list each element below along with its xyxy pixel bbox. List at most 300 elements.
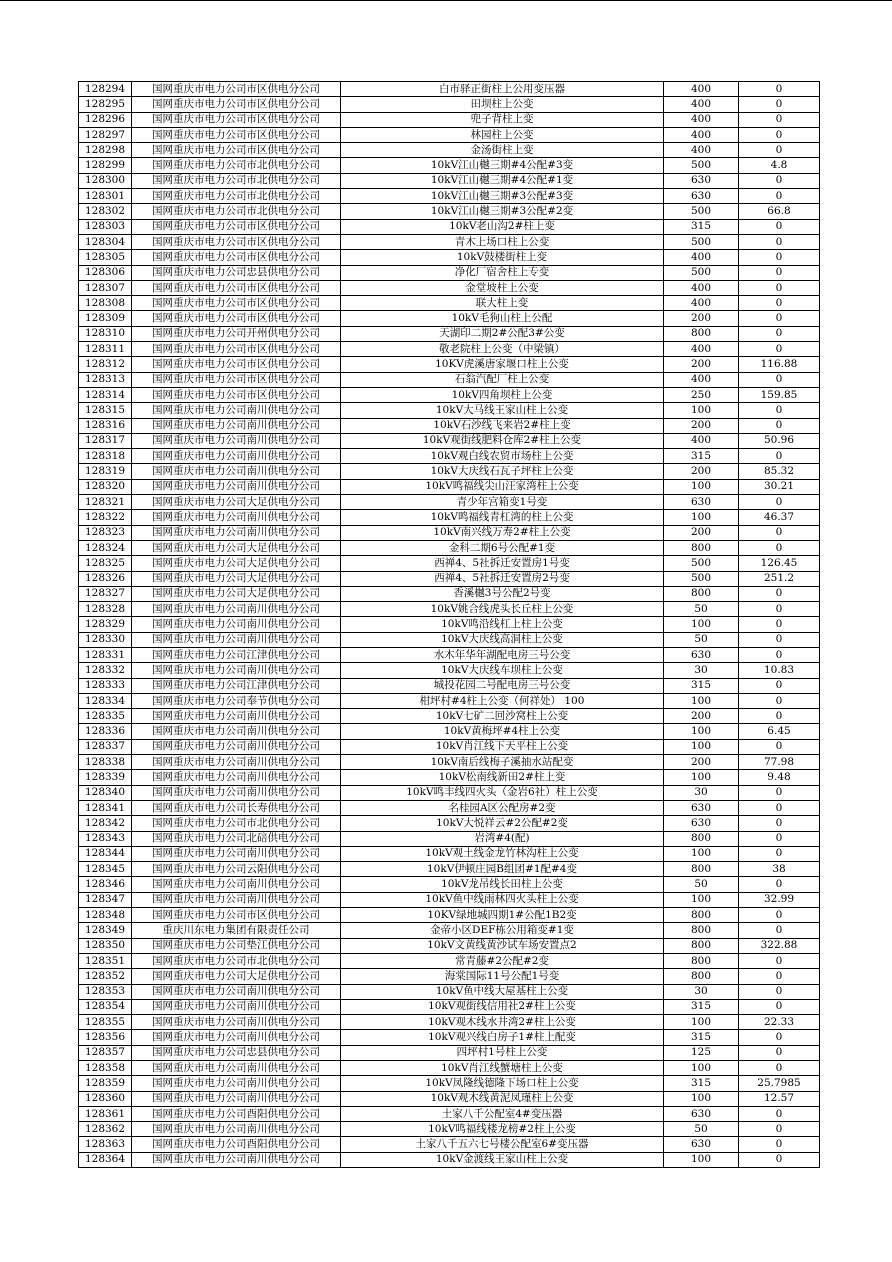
table-row	[79, 953, 820, 968]
table-row	[79, 724, 820, 739]
record-id-cell: 128352	[79, 969, 132, 984]
load-value-cell: 85.32	[739, 464, 820, 479]
load-value-cell: 0	[739, 586, 820, 601]
capacity-cell: 400	[664, 342, 739, 357]
record-id-cell: 128333	[79, 678, 132, 693]
record-id-cell: 128357	[79, 1045, 132, 1060]
transformer-table	[78, 81, 820, 1168]
record-id-cell: 128308	[79, 296, 132, 311]
record-id-cell: 128348	[79, 908, 132, 923]
company-name-cell: 国网重庆市电力公司大足供电分公司	[132, 571, 341, 586]
capacity-cell: 50	[664, 632, 739, 647]
record-id-cell: 128359	[79, 1076, 132, 1091]
load-value-cell: 0	[739, 143, 820, 158]
capacity-cell: 315	[664, 1076, 739, 1091]
capacity-cell: 800	[664, 540, 739, 555]
table-row	[79, 770, 820, 785]
table-row	[79, 755, 820, 770]
company-name-cell: 国网重庆市电力公司南川供电分公司	[132, 464, 341, 479]
table-row	[79, 969, 820, 984]
transformer-name-cell: 10kV观木线水井湾2#柱上公变	[341, 1015, 664, 1030]
table-row	[79, 357, 820, 372]
table-row	[79, 1106, 820, 1121]
company-name-cell: 国网重庆市电力公司南川供电分公司	[132, 632, 341, 647]
company-name-cell: 国网重庆市电力公司市区供电分公司	[132, 908, 341, 923]
table-row	[79, 265, 820, 280]
record-id-cell: 128305	[79, 250, 132, 265]
load-value-cell: 116.88	[739, 357, 820, 372]
company-name-cell: 国网重庆市电力公司大足供电分公司	[132, 969, 341, 984]
load-value-cell: 12.57	[739, 1091, 820, 1106]
record-id-cell: 128297	[79, 127, 132, 142]
table-row	[79, 923, 820, 938]
company-name-cell: 国网重庆市电力公司南川供电分公司	[132, 999, 341, 1014]
transformer-name-cell: 林园柱上公变	[341, 127, 664, 142]
transformer-name-cell: 10kV黄梅坪#4柱上公变	[341, 724, 664, 739]
capacity-cell: 800	[664, 908, 739, 923]
transformer-name-cell: 10kV观兴线白房子1#柱上配变	[341, 1030, 664, 1045]
table-row	[79, 510, 820, 525]
transformer-name-cell: 石翁汽配厂柱上公变	[341, 372, 664, 387]
capacity-cell: 30	[664, 785, 739, 800]
company-name-cell: 国网重庆市电力公司南川供电分公司	[132, 846, 341, 861]
company-name-cell: 国网重庆市电力公司市区供电分公司	[132, 280, 341, 295]
record-id-cell: 128311	[79, 342, 132, 357]
record-id-cell: 128294	[79, 82, 132, 97]
load-value-cell: 0	[739, 923, 820, 938]
capacity-cell: 400	[664, 433, 739, 448]
record-id-cell: 128329	[79, 617, 132, 632]
record-id-cell: 128360	[79, 1091, 132, 1106]
table-row	[79, 602, 820, 617]
load-value-cell: 0	[739, 1137, 820, 1152]
company-name-cell: 国网重庆市电力公司南川供电分公司	[132, 479, 341, 494]
record-id-cell: 128361	[79, 1106, 132, 1121]
record-id-cell: 128351	[79, 953, 132, 968]
record-id-cell: 128327	[79, 586, 132, 601]
table-row	[79, 1137, 820, 1152]
record-id-cell: 128300	[79, 173, 132, 188]
record-id-cell: 128344	[79, 846, 132, 861]
capacity-cell: 200	[664, 357, 739, 372]
company-name-cell: 国网重庆市电力公司市北供电分公司	[132, 816, 341, 831]
table-row	[79, 862, 820, 877]
record-id-cell: 128313	[79, 372, 132, 387]
load-value-cell: 0	[739, 632, 820, 647]
company-name-cell: 国网重庆市电力公司开州供电分公司	[132, 326, 341, 341]
transformer-name-cell: 10kV大马线王家山柱上公变	[341, 403, 664, 418]
transformer-name-cell: 10kV鱼中线大屋基柱上公变	[341, 984, 664, 999]
table-row	[79, 234, 820, 249]
company-name-cell: 国网重庆市电力公司市区供电分公司	[132, 97, 341, 112]
transformer-name-cell: 金堂坡柱上公变	[341, 280, 664, 295]
record-id-cell: 128318	[79, 449, 132, 464]
transformer-name-cell: 10kV肖江线下天平柱上公变	[341, 739, 664, 754]
load-value-cell: 0	[739, 1061, 820, 1076]
load-value-cell: 0	[739, 953, 820, 968]
load-value-cell: 0	[739, 800, 820, 815]
capacity-cell: 50	[664, 602, 739, 617]
load-value-cell: 0	[739, 342, 820, 357]
record-id-cell: 128314	[79, 387, 132, 402]
record-id-cell: 128306	[79, 265, 132, 280]
capacity-cell: 100	[664, 403, 739, 418]
record-id-cell: 128307	[79, 280, 132, 295]
table-row	[79, 296, 820, 311]
company-name-cell: 国网重庆市电力公司南川供电分公司	[132, 709, 341, 724]
capacity-cell: 800	[664, 862, 739, 877]
company-name-cell: 国网重庆市电力公司南川供电分公司	[132, 449, 341, 464]
load-value-cell: 0	[739, 97, 820, 112]
table-row	[79, 1030, 820, 1045]
transformer-name-cell: 青木上场口柱上公变	[341, 234, 664, 249]
company-name-cell: 国网重庆市电力公司市区供电分公司	[132, 372, 341, 387]
record-id-cell: 128331	[79, 647, 132, 662]
transformer-name-cell: 田坝柱上公变	[341, 97, 664, 112]
capacity-cell: 315	[664, 678, 739, 693]
table-row	[79, 1061, 820, 1076]
table-row	[79, 495, 820, 510]
load-value-cell: 6.45	[739, 724, 820, 739]
table-row	[79, 403, 820, 418]
load-value-cell: 0	[739, 449, 820, 464]
table-row	[79, 97, 820, 112]
transformer-name-cell: 10kV龙吊线长田柱上公变	[341, 877, 664, 892]
transformer-name-cell: 柑坪村#4柱上公变（何祥处） 100	[341, 693, 664, 708]
company-name-cell: 国网重庆市电力公司南川供电分公司	[132, 877, 341, 892]
transformer-name-cell: 10kV肖江线蟹塘柱上公变	[341, 1061, 664, 1076]
load-value-cell: 0	[739, 280, 820, 295]
table-row	[79, 387, 820, 402]
load-value-cell: 0	[739, 296, 820, 311]
capacity-cell: 100	[664, 1015, 739, 1030]
load-value-cell: 0	[739, 311, 820, 326]
table-row	[79, 1076, 820, 1091]
transformer-name-cell: 天湖印二期2#公配3#公变	[341, 326, 664, 341]
table-row	[79, 709, 820, 724]
load-value-cell: 66.8	[739, 204, 820, 219]
capacity-cell: 500	[664, 265, 739, 280]
transformer-name-cell: 岩湾#4(配)	[341, 831, 664, 846]
load-value-cell: 38	[739, 862, 820, 877]
record-id-cell: 128325	[79, 556, 132, 571]
record-id-cell: 128298	[79, 143, 132, 158]
capacity-cell: 800	[664, 326, 739, 341]
table-row	[79, 311, 820, 326]
capacity-cell: 400	[664, 127, 739, 142]
transformer-name-cell: 10kV江山樾三期#3公配#2变	[341, 204, 664, 219]
load-value-cell: 0	[739, 846, 820, 861]
table-row	[79, 877, 820, 892]
record-id-cell: 128302	[79, 204, 132, 219]
company-name-cell: 国网重庆市电力公司大足供电分公司	[132, 540, 341, 555]
transformer-name-cell: 10kV石沙线飞来岩2#柱上变	[341, 418, 664, 433]
transformer-name-cell: 兜子背柱上变	[341, 112, 664, 127]
table-row	[79, 372, 820, 387]
table-row	[79, 280, 820, 295]
load-value-cell: 4.8	[739, 158, 820, 173]
transformer-name-cell: 土家八千五六七号楼公配室6#变压器	[341, 1137, 664, 1152]
transformer-name-cell: 10kV松南线新田2#柱上变	[341, 770, 664, 785]
table-row	[79, 250, 820, 265]
load-value-cell: 0	[739, 525, 820, 540]
record-id-cell: 128296	[79, 112, 132, 127]
record-id-cell: 128309	[79, 311, 132, 326]
company-name-cell: 国网重庆市电力公司南川供电分公司	[132, 433, 341, 448]
capacity-cell: 400	[664, 97, 739, 112]
load-value-cell: 0	[739, 540, 820, 555]
load-value-cell: 0	[739, 372, 820, 387]
capacity-cell: 400	[664, 372, 739, 387]
load-value-cell: 0	[739, 219, 820, 234]
capacity-cell: 630	[664, 495, 739, 510]
load-value-cell: 0	[739, 127, 820, 142]
transformer-name-cell: 10kV金渡线王家山柱上公变	[341, 1152, 664, 1167]
company-name-cell: 国网重庆市电力公司市北供电分公司	[132, 158, 341, 173]
load-value-cell: 0	[739, 1045, 820, 1060]
company-name-cell: 国网重庆市电力公司云阳供电分公司	[132, 862, 341, 877]
record-id-cell: 128310	[79, 326, 132, 341]
load-value-cell: 0	[739, 999, 820, 1014]
transformer-name-cell: 10kV大悦祥云#2公配#2变	[341, 816, 664, 831]
company-name-cell: 国网重庆市电力公司南川供电分公司	[132, 1122, 341, 1137]
transformer-name-cell: 海棠国际11号公配1号变	[341, 969, 664, 984]
company-name-cell: 国网重庆市电力公司大足供电分公司	[132, 556, 341, 571]
company-name-cell: 国网重庆市电力公司南川供电分公司	[132, 1091, 341, 1106]
capacity-cell: 30	[664, 663, 739, 678]
load-value-cell: 0	[739, 1106, 820, 1121]
capacity-cell: 315	[664, 999, 739, 1014]
company-name-cell: 国网重庆市电力公司市北供电分公司	[132, 189, 341, 204]
load-value-cell: 46.37	[739, 510, 820, 525]
transformer-name-cell: 10kV鸣福线尖山汪家湾柱上公变	[341, 479, 664, 494]
transformer-name-cell: 10kV南后线梅子溪抽水站配变	[341, 755, 664, 770]
load-value-cell: 0	[739, 495, 820, 510]
company-name-cell: 国网重庆市电力公司南川供电分公司	[132, 1015, 341, 1030]
company-name-cell: 国网重庆市电力公司南川供电分公司	[132, 510, 341, 525]
capacity-cell: 200	[664, 709, 739, 724]
company-name-cell: 国网重庆市电力公司南川供电分公司	[132, 602, 341, 617]
transformer-name-cell: 10kV凤隆线德隆下场口柱上公变	[341, 1076, 664, 1091]
capacity-cell: 315	[664, 449, 739, 464]
capacity-cell: 50	[664, 1122, 739, 1137]
table-row	[79, 1152, 820, 1167]
record-id-cell: 128343	[79, 831, 132, 846]
load-value-cell: 0	[739, 647, 820, 662]
capacity-cell: 500	[664, 158, 739, 173]
capacity-cell: 100	[664, 479, 739, 494]
capacity-cell: 400	[664, 143, 739, 158]
table-row	[79, 1015, 820, 1030]
company-name-cell: 重庆川东电力集团有限责任公司	[132, 923, 341, 938]
table-row	[79, 189, 820, 204]
table-body	[79, 82, 820, 1168]
load-value-cell: 0	[739, 602, 820, 617]
record-id-cell: 128363	[79, 1137, 132, 1152]
transformer-name-cell: 10kV四角坝柱上公变	[341, 387, 664, 402]
transformer-name-cell: 常青藤#2公配#2变	[341, 953, 664, 968]
table-row	[79, 647, 820, 662]
capacity-cell: 630	[664, 189, 739, 204]
load-value-cell: 0	[739, 265, 820, 280]
record-id-cell: 128340	[79, 785, 132, 800]
transformer-name-cell: 10kV观街线肥料仓库2#柱上公变	[341, 433, 664, 448]
record-id-cell: 128354	[79, 999, 132, 1014]
record-id-cell: 128330	[79, 632, 132, 647]
table-row	[79, 984, 820, 999]
load-value-cell: 0	[739, 403, 820, 418]
transformer-name-cell: 10kV鸣沿线杠上柱上公变	[341, 617, 664, 632]
company-name-cell: 国网重庆市电力公司南川供电分公司	[132, 617, 341, 632]
capacity-cell: 800	[664, 831, 739, 846]
capacity-cell: 630	[664, 647, 739, 662]
capacity-cell: 30	[664, 984, 739, 999]
record-id-cell: 128334	[79, 693, 132, 708]
capacity-cell: 100	[664, 1152, 739, 1167]
table-row	[79, 127, 820, 142]
table-row	[79, 632, 820, 647]
company-name-cell: 国网重庆市电力公司市区供电分公司	[132, 234, 341, 249]
company-name-cell: 国网重庆市电力公司市区供电分公司	[132, 387, 341, 402]
transformer-name-cell: 10kV文黄线黄沙试车场安置点2	[341, 938, 664, 953]
capacity-cell: 50	[664, 877, 739, 892]
capacity-cell: 250	[664, 387, 739, 402]
transformer-name-cell: 10kV江山樾三期#4公配#1变	[341, 173, 664, 188]
company-name-cell: 国网重庆市电力公司南川供电分公司	[132, 724, 341, 739]
company-name-cell: 国网重庆市电力公司江津供电分公司	[132, 647, 341, 662]
company-name-cell: 国网重庆市电力公司市北供电分公司	[132, 173, 341, 188]
capacity-cell: 100	[664, 724, 739, 739]
company-name-cell: 国网重庆市电力公司市区供电分公司	[132, 219, 341, 234]
company-name-cell: 国网重庆市电力公司南川供电分公司	[132, 739, 341, 754]
capacity-cell: 400	[664, 82, 739, 97]
company-name-cell: 国网重庆市电力公司市区供电分公司	[132, 311, 341, 326]
load-value-cell: 0	[739, 831, 820, 846]
load-value-cell: 126.45	[739, 556, 820, 571]
table-row	[79, 800, 820, 815]
record-id-cell: 128341	[79, 800, 132, 815]
capacity-cell: 630	[664, 1137, 739, 1152]
table-row	[79, 525, 820, 540]
transformer-name-cell: 10kV大庆线车坝柱上公变	[341, 663, 664, 678]
capacity-cell: 200	[664, 311, 739, 326]
load-value-cell: 0	[739, 326, 820, 341]
table-row	[79, 464, 820, 479]
capacity-cell: 100	[664, 892, 739, 907]
load-value-cell: 32.99	[739, 892, 820, 907]
capacity-cell: 100	[664, 1091, 739, 1106]
load-value-cell: 0	[739, 250, 820, 265]
company-name-cell: 国网重庆市电力公司市区供电分公司	[132, 342, 341, 357]
company-name-cell: 国网重庆市电力公司北碚供电分公司	[132, 831, 341, 846]
transformer-name-cell: 香溪樾3号公配2号变	[341, 586, 664, 601]
record-id-cell: 128312	[79, 357, 132, 372]
load-value-cell: 0	[739, 1030, 820, 1045]
company-name-cell: 国网重庆市电力公司忠县供电分公司	[132, 265, 341, 280]
table-row	[79, 571, 820, 586]
load-value-cell: 0	[739, 234, 820, 249]
table-row	[79, 816, 820, 831]
table-row	[79, 204, 820, 219]
load-value-cell: 0	[739, 969, 820, 984]
load-value-cell: 0	[739, 418, 820, 433]
table-row	[79, 143, 820, 158]
capacity-cell: 630	[664, 800, 739, 815]
company-name-cell: 国网重庆市电力公司南川供电分公司	[132, 770, 341, 785]
company-name-cell: 国网重庆市电力公司大足供电分公司	[132, 495, 341, 510]
capacity-cell: 400	[664, 296, 739, 311]
capacity-cell: 125	[664, 1045, 739, 1060]
company-name-cell: 国网重庆市电力公司南川供电分公司	[132, 525, 341, 540]
record-id-cell: 128339	[79, 770, 132, 785]
load-value-cell: 0	[739, 617, 820, 632]
transformer-name-cell: 10kV江山樾三期#3公配#3变	[341, 189, 664, 204]
load-value-cell: 0	[739, 1152, 820, 1167]
transformer-name-cell: 10kV姚合线虎头长丘柱上公变	[341, 602, 664, 617]
record-id-cell: 128338	[79, 755, 132, 770]
transformer-name-cell: 10kV老山沟2#柱上变	[341, 219, 664, 234]
capacity-cell: 100	[664, 510, 739, 525]
capacity-cell: 800	[664, 938, 739, 953]
record-id-cell: 128364	[79, 1152, 132, 1167]
record-id-cell: 128316	[79, 418, 132, 433]
transformer-name-cell: 四坪村1号柱上公变	[341, 1045, 664, 1060]
transformer-name-cell: 10kV观街线信用社2#柱上公变	[341, 999, 664, 1014]
table-row	[79, 112, 820, 127]
record-id-cell: 128335	[79, 709, 132, 724]
record-id-cell: 128362	[79, 1122, 132, 1137]
page-top-rule	[0, 0, 892, 1]
load-value-cell: 77.98	[739, 755, 820, 770]
capacity-cell: 500	[664, 204, 739, 219]
load-value-cell: 0	[739, 112, 820, 127]
capacity-cell: 200	[664, 464, 739, 479]
load-value-cell: 251.2	[739, 571, 820, 586]
table-row	[79, 158, 820, 173]
company-name-cell: 国网重庆市电力公司酉阳供电分公司	[132, 1106, 341, 1121]
company-name-cell: 国网重庆市电力公司长寿供电分公司	[132, 800, 341, 815]
capacity-cell: 100	[664, 1061, 739, 1076]
transformer-name-cell: 水木年华年湖配电房三号公变	[341, 647, 664, 662]
transformer-name-cell: 青少年宫箱变1号变	[341, 495, 664, 510]
table-row	[79, 479, 820, 494]
capacity-cell: 315	[664, 1030, 739, 1045]
transformer-name-cell: 10kV鱼中线雨林四火头柱上公变	[341, 892, 664, 907]
transformer-name-cell: 10kV七矿二回沙窝柱上公变	[341, 709, 664, 724]
company-name-cell: 国网重庆市电力公司南川供电分公司	[132, 403, 341, 418]
transformer-name-cell: 10kV毛狗山柱上公配	[341, 311, 664, 326]
transformer-name-cell: 10kV鸣丰线四火头（金岩6社）柱上公变	[341, 785, 664, 800]
capacity-cell: 100	[664, 770, 739, 785]
transformer-name-cell: 10kV观白线农贸市场柱上公变	[341, 449, 664, 464]
load-value-cell: 159.85	[739, 387, 820, 402]
capacity-cell: 500	[664, 571, 739, 586]
load-value-cell: 0	[739, 82, 820, 97]
capacity-cell: 400	[664, 112, 739, 127]
table-row	[79, 999, 820, 1014]
transformer-name-cell: 10kV鼓楼街柱上变	[341, 250, 664, 265]
table-row	[79, 785, 820, 800]
load-value-cell: 322.88	[739, 938, 820, 953]
transformer-name-cell: 金帝小区DEF栋公用箱变#1变	[341, 923, 664, 938]
load-value-cell: 0	[739, 1122, 820, 1137]
table-row	[79, 540, 820, 555]
record-id-cell: 128301	[79, 189, 132, 204]
load-value-cell: 0	[739, 785, 820, 800]
table-row	[79, 556, 820, 571]
transformer-name-cell: 10kV大庆线石瓦子坪柱上公变	[341, 464, 664, 479]
table-row	[79, 173, 820, 188]
